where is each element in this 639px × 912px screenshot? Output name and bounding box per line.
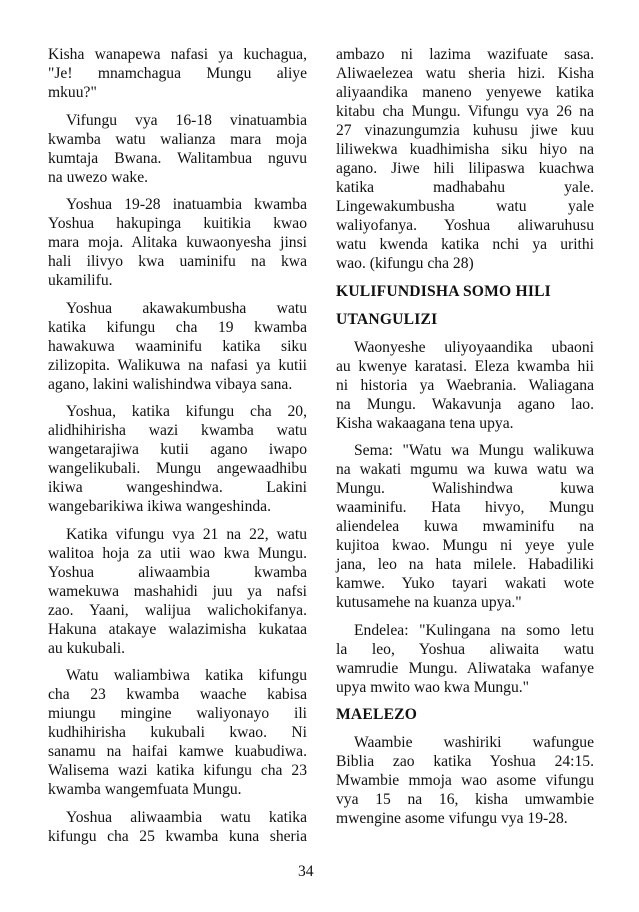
paragraph bbox=[48, 808, 307, 846]
text-line: wao. (kifungu cha 28) bbox=[336, 255, 474, 272]
page-number: 34 bbox=[298, 863, 314, 880]
text-line: katika madhabahu yale. bbox=[336, 179, 594, 196]
text-line: mwengine asome vifungu vya 19-28. bbox=[336, 810, 568, 827]
text-line: "Je! mnamchagua Mungu aliye bbox=[48, 65, 307, 82]
text-line: ambazo ni lazima wazifuate sasa. bbox=[336, 46, 594, 63]
text-line: aliyaandika maneno yenyewe katika bbox=[336, 84, 594, 101]
text-line: zao. Yaani, walijua walichokifanya. bbox=[48, 601, 307, 619]
paragraph bbox=[336, 441, 594, 612]
section-heading: UTANGULIZI bbox=[336, 310, 438, 328]
paragraph bbox=[48, 402, 307, 516]
text-line: Yoshua aliwaambia kwamba bbox=[48, 563, 307, 581]
text-line: au kwenye karatasi. Eleza kwamba hii bbox=[336, 357, 594, 375]
text-line: sanamu na haifai kamwe kuabudiwa. bbox=[48, 743, 307, 760]
text-line: wangebarikiwa ikiwa wangeshinda. bbox=[48, 498, 272, 515]
text-line: Mungu. Walishindwa kuwa bbox=[336, 480, 594, 497]
left-column bbox=[48, 45, 307, 854]
text-line: mkuu?" bbox=[48, 84, 97, 101]
text-line: wamekuwa mashahidi juu ya nafsi bbox=[48, 582, 307, 600]
text-line: kutusamehe na kuanza upya." bbox=[336, 594, 522, 611]
text-line: Lingewakumbusha watu yale bbox=[336, 198, 594, 215]
paragraph bbox=[48, 525, 307, 658]
text-line: alidhihirisha wazi kwamba watu bbox=[48, 422, 307, 439]
text-line: zilizopita. Walikuwa na nafasi ya kutii bbox=[48, 356, 307, 374]
text-line: liliwekwa kuadhimisha siku hiyo na bbox=[336, 141, 594, 158]
text-line: Sema: "Watu wa Mungu walikuwa bbox=[354, 442, 594, 459]
section-heading: MAELEZO bbox=[336, 706, 418, 723]
text-line: Watu waliambiwa katika kifungu bbox=[66, 667, 307, 684]
text-line: kumtaja Bwana. Walitambua nguvu bbox=[48, 149, 307, 167]
text-line: walitoa hoja za utii wao kwa Mungu. bbox=[48, 544, 307, 562]
text-line: Katika vifungu vya 21 na 22, watu bbox=[66, 525, 307, 543]
text-line: kamwe. Yuko tayari wakati wote bbox=[336, 575, 594, 592]
text-line: na uwezo wake. bbox=[48, 168, 149, 186]
paragraph bbox=[48, 195, 307, 290]
text-line: Yoshua hakupinga kuitikia kwao bbox=[48, 215, 307, 232]
paragraph bbox=[48, 299, 307, 394]
text-line: kifungu cha 25 kwamba kuna sheria bbox=[48, 827, 307, 845]
section-heading: KULIFUNDISHA SOMO HILI bbox=[336, 282, 551, 300]
text-line: katika kifungu cha 19 kwamba bbox=[48, 318, 307, 336]
text-line: 27 vinazungumzia kuhusu jiwe kuu bbox=[336, 122, 594, 139]
paragraph bbox=[48, 45, 307, 102]
text-line: Yoshua akawakumbusha watu bbox=[66, 299, 307, 317]
text-line: Yoshua, katika kifungu cha 20, bbox=[66, 403, 307, 420]
text-line: Hakuna atakaye walazimisha kukataa bbox=[48, 620, 307, 638]
text-line: jana, leo na hata milele. Habadiliki bbox=[336, 556, 594, 573]
text-line: Biblia zao katika Yoshua 24:15. bbox=[336, 753, 594, 770]
text-line: ikiwa wangeshindwa. Lakini bbox=[48, 479, 307, 496]
text-line: kudhihirisha kukubali kwao. Ni bbox=[48, 724, 307, 741]
text-line: upya mwito wao kwa Mungu." bbox=[336, 678, 530, 696]
text-line: wangetarajiwa kutii agano iwapo bbox=[48, 441, 307, 458]
text-line: la leo, Yoshua aliwaita watu bbox=[336, 640, 594, 658]
text-line: vya 15 na 16, kisha umwambie bbox=[336, 791, 594, 808]
text-line: ni historia ya Waebrania. Waliagana bbox=[336, 376, 594, 394]
text-line: waliyofanya. Yoshua aliwaruhusu bbox=[336, 217, 594, 234]
text-line: na Mungu. Wakavunja agano lao. bbox=[336, 395, 594, 413]
text-line: kwamba wangemfuata Mungu. bbox=[48, 781, 242, 798]
text-line: kitabu cha Mungu. Vifungu vya 26 na bbox=[336, 103, 594, 120]
paragraph bbox=[336, 45, 594, 273]
text-line: Aliwaelezea watu sheria hizi. Kisha bbox=[336, 65, 594, 82]
text-line: Mwambie mmoja wao asome vifungu bbox=[336, 772, 594, 789]
right-column bbox=[336, 45, 594, 837]
text-line: Yoshua aliwaambia watu katika bbox=[66, 808, 307, 826]
text-line: miungu mingine waliyonayo ili bbox=[48, 705, 307, 722]
text-line: na wakati mgumu wa kuwa watu wa bbox=[336, 461, 594, 478]
text-line: wangelikubali. Mungu angewaadhibu bbox=[48, 460, 307, 477]
text-line: Yoshua 19-28 inatuambia kwamba bbox=[66, 196, 307, 213]
paragraph bbox=[336, 733, 594, 828]
text-line: Kisha wanapewa nafasi ya kuchagua, bbox=[48, 46, 307, 63]
text-line: hali ilivyo kwa uaminifu na kwa bbox=[48, 253, 307, 270]
text-line: Kisha wakaagana tena upya. bbox=[336, 414, 514, 432]
text-line: Waambie washiriki wafungue bbox=[354, 734, 594, 751]
text-line: agano. Jiwe hili lilipaswa kuachwa bbox=[336, 160, 594, 177]
text-line: ukamilifu. bbox=[48, 272, 113, 289]
text-line: watu kwenda katika nchi ya urithi bbox=[336, 236, 594, 253]
paragraph bbox=[336, 621, 594, 697]
text-line: aliendelea kuwa mwaminifu na bbox=[336, 518, 594, 535]
text-line: cha 23 kwamba waache kabisa bbox=[48, 686, 307, 703]
paragraph bbox=[336, 338, 594, 433]
text-line: Waonyeshe uliyoyaandika ubaoni bbox=[354, 338, 594, 356]
text-line: au kukubali. bbox=[48, 639, 126, 657]
text-line: kwamba watu walianza mara moja bbox=[48, 130, 307, 148]
text-line: waaminifu. Hata hivyo, Mungu bbox=[336, 499, 594, 516]
text-line: agano, lakini walishindwa vibaya sana. bbox=[48, 375, 293, 393]
text-line: mara moja. Alitaka kuwaonyesha jinsi bbox=[48, 234, 307, 251]
text-line: wamrudie Mungu. Aliwataka wafanye bbox=[336, 659, 594, 677]
text-line: Walisema wazi katika kifungu cha 23 bbox=[48, 762, 307, 779]
paragraph bbox=[48, 666, 307, 799]
text-line: Endelea: "Kulingana na somo letu bbox=[354, 621, 594, 639]
paragraph bbox=[48, 111, 307, 187]
text-line: kujitoa kwao. Mungu ni yeye yule bbox=[336, 537, 594, 554]
text-line: Vifungu vya 16-18 vinatuambia bbox=[66, 111, 307, 129]
text-line: hawakuwa waaminifu katika siku bbox=[48, 337, 307, 355]
